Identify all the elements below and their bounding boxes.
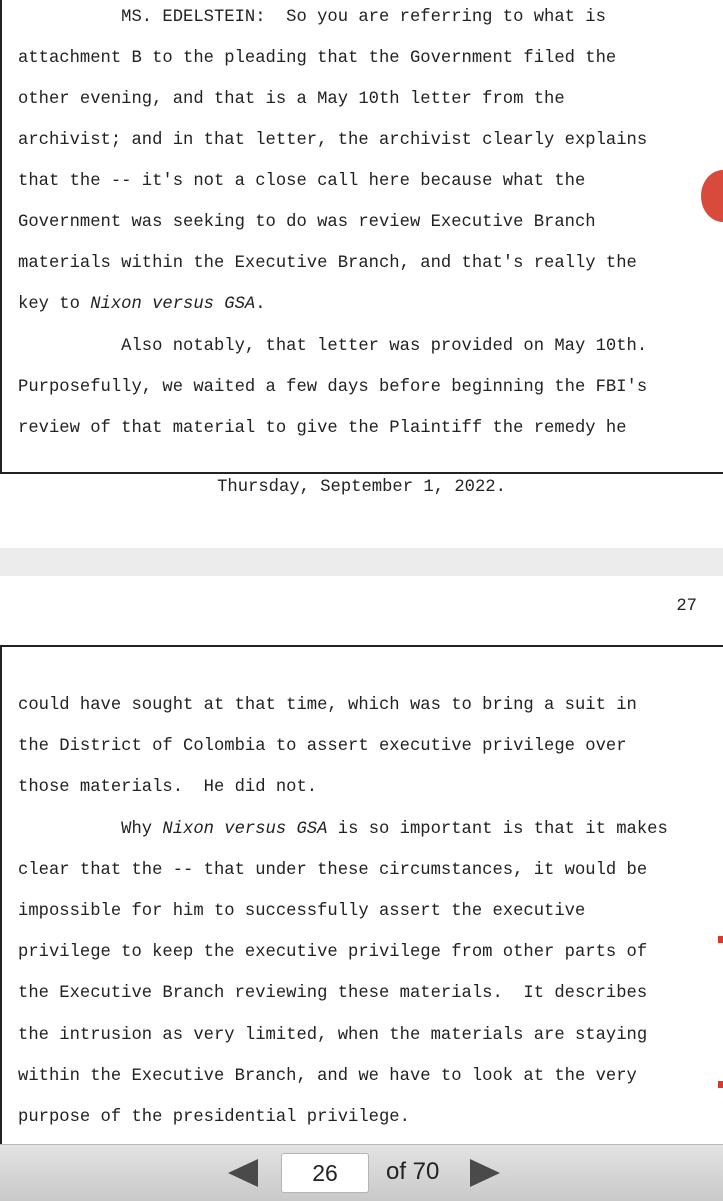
- page-number-input[interactable]: [281, 1153, 369, 1193]
- transcript-page-upper: [0, 0, 723, 474]
- page-navigation-toolbar: [0, 1144, 723, 1201]
- transcript-line: attachment B to the pleading that the Government filed the: [18, 49, 617, 68]
- annotation-tick: [718, 1081, 723, 1088]
- transcript-line: the intrusion as very limited, when the materials are staying: [18, 1026, 648, 1045]
- transcript-line: impossible for him to successfully assert the executive: [18, 902, 586, 921]
- right-arrow-icon[interactable]: [470, 1159, 500, 1187]
- transcript-line: other evening, and that is a May 10th letter from the: [18, 90, 565, 109]
- transcript-page-lower: [0, 645, 723, 1145]
- transcript-line: privilege to keep the executive privilege from other parts of: [18, 943, 648, 962]
- transcript-line: Purposefully, we waited a few days before beginning the FBI's: [18, 378, 648, 397]
- transcript-line: clear that the -- that under these circumstances, it would be: [18, 861, 648, 880]
- annotation-tick: [718, 936, 723, 943]
- transcript-line: archivist; and in that letter, the archivist clearly explains: [18, 131, 648, 150]
- transcript-line: purpose of the presidential privilege.: [18, 1108, 410, 1127]
- page-footer-date: Thursday, September 1, 2022.: [217, 478, 506, 497]
- line-text: Why: [18, 820, 163, 839]
- transcript-line: [18, 820, 668, 840]
- transcript-line: [18, 295, 266, 315]
- case-name-italic: Nixon versus GSA: [90, 295, 256, 314]
- page-number: 27: [676, 597, 697, 616]
- line-text: key to: [18, 295, 91, 314]
- transcript-line: Also notably, that letter was provided on May 10th.: [18, 337, 648, 356]
- transcript-line: materials within the Executive Branch, and that's really the: [18, 254, 637, 273]
- transcript-line: could have sought at that time, which was to bring a suit in: [18, 696, 637, 715]
- transcript-line: the District of Colombia to assert executive privilege over: [18, 737, 627, 756]
- transcript-line: review of that material to give the Plaintiff the remedy he: [18, 419, 627, 438]
- line-text: is so important is that it makes: [327, 820, 668, 839]
- case-name-italic: Nixon versus GSA: [162, 820, 328, 839]
- transcript-line: that the -- it's not a close call here because what the: [18, 172, 586, 191]
- transcript-line: the Executive Branch reviewing these materials. It describes: [18, 984, 648, 1003]
- transcript-line: within the Executive Branch, and we have to look at the very: [18, 1067, 637, 1086]
- transcript-line: those materials. He did not.: [18, 778, 318, 797]
- page-total-label: of 70: [386, 1158, 440, 1185]
- line-text: .: [255, 295, 266, 314]
- left-arrow-icon[interactable]: [228, 1159, 258, 1187]
- page-gap-divider: [0, 548, 723, 576]
- transcript-line: Government was seeking to do was review Executive Branch: [18, 213, 596, 232]
- transcript-line: MS. EDELSTEIN: So you are referring to what is: [18, 8, 606, 27]
